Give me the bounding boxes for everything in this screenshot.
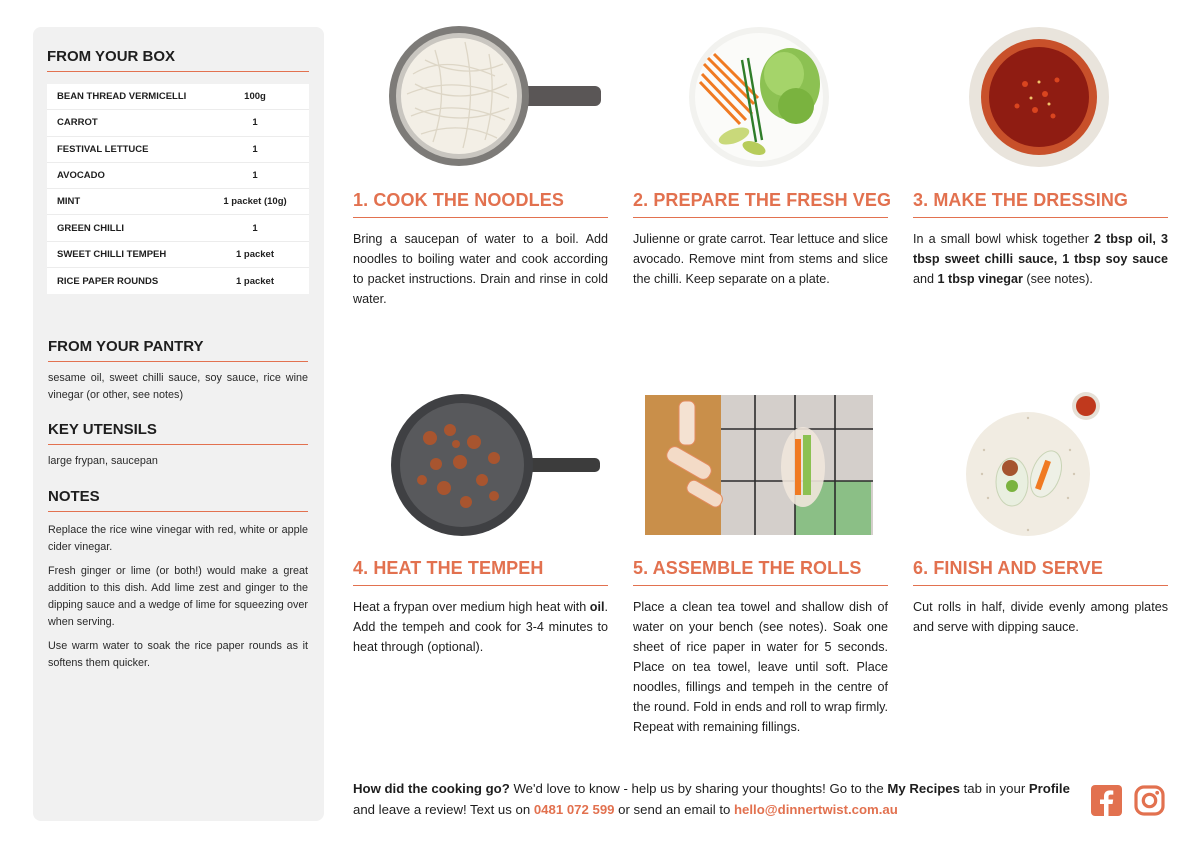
ingredient-name: FESTIVAL LETTUCE (57, 143, 149, 155)
step-6 (913, 558, 1168, 637)
pantry-title: FROM YOUR PANTRY (48, 338, 308, 362)
ingredient-name: BEAN THREAD VERMICELLI (57, 91, 187, 103)
ingredient-name: AVOCADO (57, 170, 105, 182)
from-your-box-title: FROM YOUR BOX (47, 48, 309, 72)
note-paragraph: Fresh ginger or lime (or both!) would make a great addition to this dish. Add lime zest and ginger to the dipping sauce and a wedge of lime for squeezing over when serving. (48, 565, 308, 628)
ingredients-table (47, 84, 309, 294)
dressing-bowl-image (965, 24, 1113, 170)
step-text: Heat a frypan over medium high heat with oil. Add the tempeh and cook for 3-4 minutes to heat through (optional). (353, 600, 608, 654)
ingredient-qty: 100g (244, 91, 266, 103)
step-5 (633, 558, 888, 737)
step-title: 5. ASSEMBLE THE ROLLS (633, 558, 888, 586)
step-2 (633, 190, 892, 289)
ingredient-qty: 1 packet (235, 248, 275, 260)
note-paragraph: Replace the rice wine vinegar with red, white or apple cider vinegar. (48, 524, 308, 553)
step-text: In a small bowl whisk together 2 tbsp oil, 3 tbsp sweet chilli sauce, 1 tbsp soy sauce and 1 tbsp vinegar (see notes). (913, 232, 1169, 286)
ingredient-row (47, 268, 309, 294)
ingredient-qty: 1 (252, 117, 258, 129)
ingredient-row (47, 84, 309, 110)
ingredient-row (47, 137, 309, 163)
noodles-saucepan-image (385, 24, 605, 170)
ingredient-qty: 1 packet (235, 275, 275, 287)
ingredient-name: GREEN CHILLI (57, 222, 125, 234)
ingredient-row (47, 163, 309, 189)
step-1 (353, 190, 608, 309)
step-3 (913, 190, 1168, 289)
step-title: 4. HEAT THE TEMPEH (353, 558, 608, 586)
email-link[interactable]: hello@dinnertwist.com.au (734, 802, 898, 817)
ingredient-qty: 1 (252, 143, 258, 155)
ingredients-sidebar (33, 27, 324, 821)
step-text: Place a clean tea towel and shallow dish of water on your bench (see notes). Soak one sheet of rice paper in water for 5 seconds. Place on tea towel, leave until soft. Place noodles, fillings and tempeh in the centre of the round. Fold in ends and roll to wrap firmly. Repeat with remaining fillings. (633, 600, 888, 734)
notes-title: NOTES (48, 488, 308, 512)
utensils-section (48, 421, 308, 470)
ingredient-name: CARROT (57, 117, 98, 129)
ingredient-row (47, 110, 309, 136)
instagram-icon[interactable] (1134, 785, 1165, 816)
step-text: Julienne or grate carrot. Tear lettuce and slice avocado. Remove mint from stems and slice the chilli. Keep separate on a plate. (633, 232, 888, 286)
step-title: 1. COOK THE NOODLES (353, 190, 608, 218)
ingredient-name: RICE PAPER ROUNDS (57, 275, 159, 287)
assemble-rolls-image (645, 395, 873, 535)
feedback-footer: How did the cooking go? We'd love to know - help us by sharing your thoughts! Go to the My Recipes tab in your Profile and leave a review! Text us on 0481 072 599 or send an email to hello@dinnertwist.com.au (353, 781, 1070, 817)
ingredient-name: MINT (57, 196, 81, 208)
ingredient-qty: 1 (252, 170, 258, 182)
finished-rolls-image (960, 390, 1110, 538)
ingredient-name: SWEET CHILLI TEMPEH (57, 248, 167, 260)
ingredient-row (47, 215, 309, 241)
tempeh-frypan-image (390, 392, 602, 540)
step-title: 2. PREPARE THE FRESH VEG (633, 190, 888, 218)
utensils-text: large frypan, saucepan (48, 455, 158, 467)
ingredient-qty: 1 packet (10g) (223, 196, 287, 208)
profile-link[interactable]: Profile (1028, 781, 1070, 796)
ingredient-row (47, 242, 309, 268)
my-recipes-link[interactable]: My Recipes (887, 781, 960, 796)
utensils-title: KEY UTENSILS (48, 421, 308, 445)
pantry-section (48, 338, 308, 404)
pantry-text: sesame oil, sweet chilli sauce, soy sauce, rice wine vinegar (or other, see notes) (48, 372, 308, 401)
phone-number[interactable]: 0481 072 599 (533, 802, 615, 817)
ingredient-qty: 1 (252, 222, 258, 234)
feedback-question: How did the cooking go? (353, 781, 510, 796)
ingredient-row (47, 189, 309, 215)
step-4 (353, 558, 608, 657)
step-text: Bring a saucepan of water to a boil. Add noodles to boiling water and cook according to packet instructions. Drain and rinse in cold water. (353, 232, 608, 306)
note-paragraph: Use warm water to soak the rice paper rounds as it softens them quicker. (48, 640, 308, 669)
step-title: 6. FINISH AND SERVE (913, 558, 1168, 586)
step-text: Cut rolls in half, divide evenly among plates and serve with dipping sauce. (913, 600, 1168, 634)
fresh-veg-plate-image (684, 24, 834, 170)
notes-section (48, 488, 308, 679)
facebook-icon[interactable] (1091, 785, 1122, 816)
step-title: 3. MAKE THE DRESSING (913, 190, 1168, 218)
